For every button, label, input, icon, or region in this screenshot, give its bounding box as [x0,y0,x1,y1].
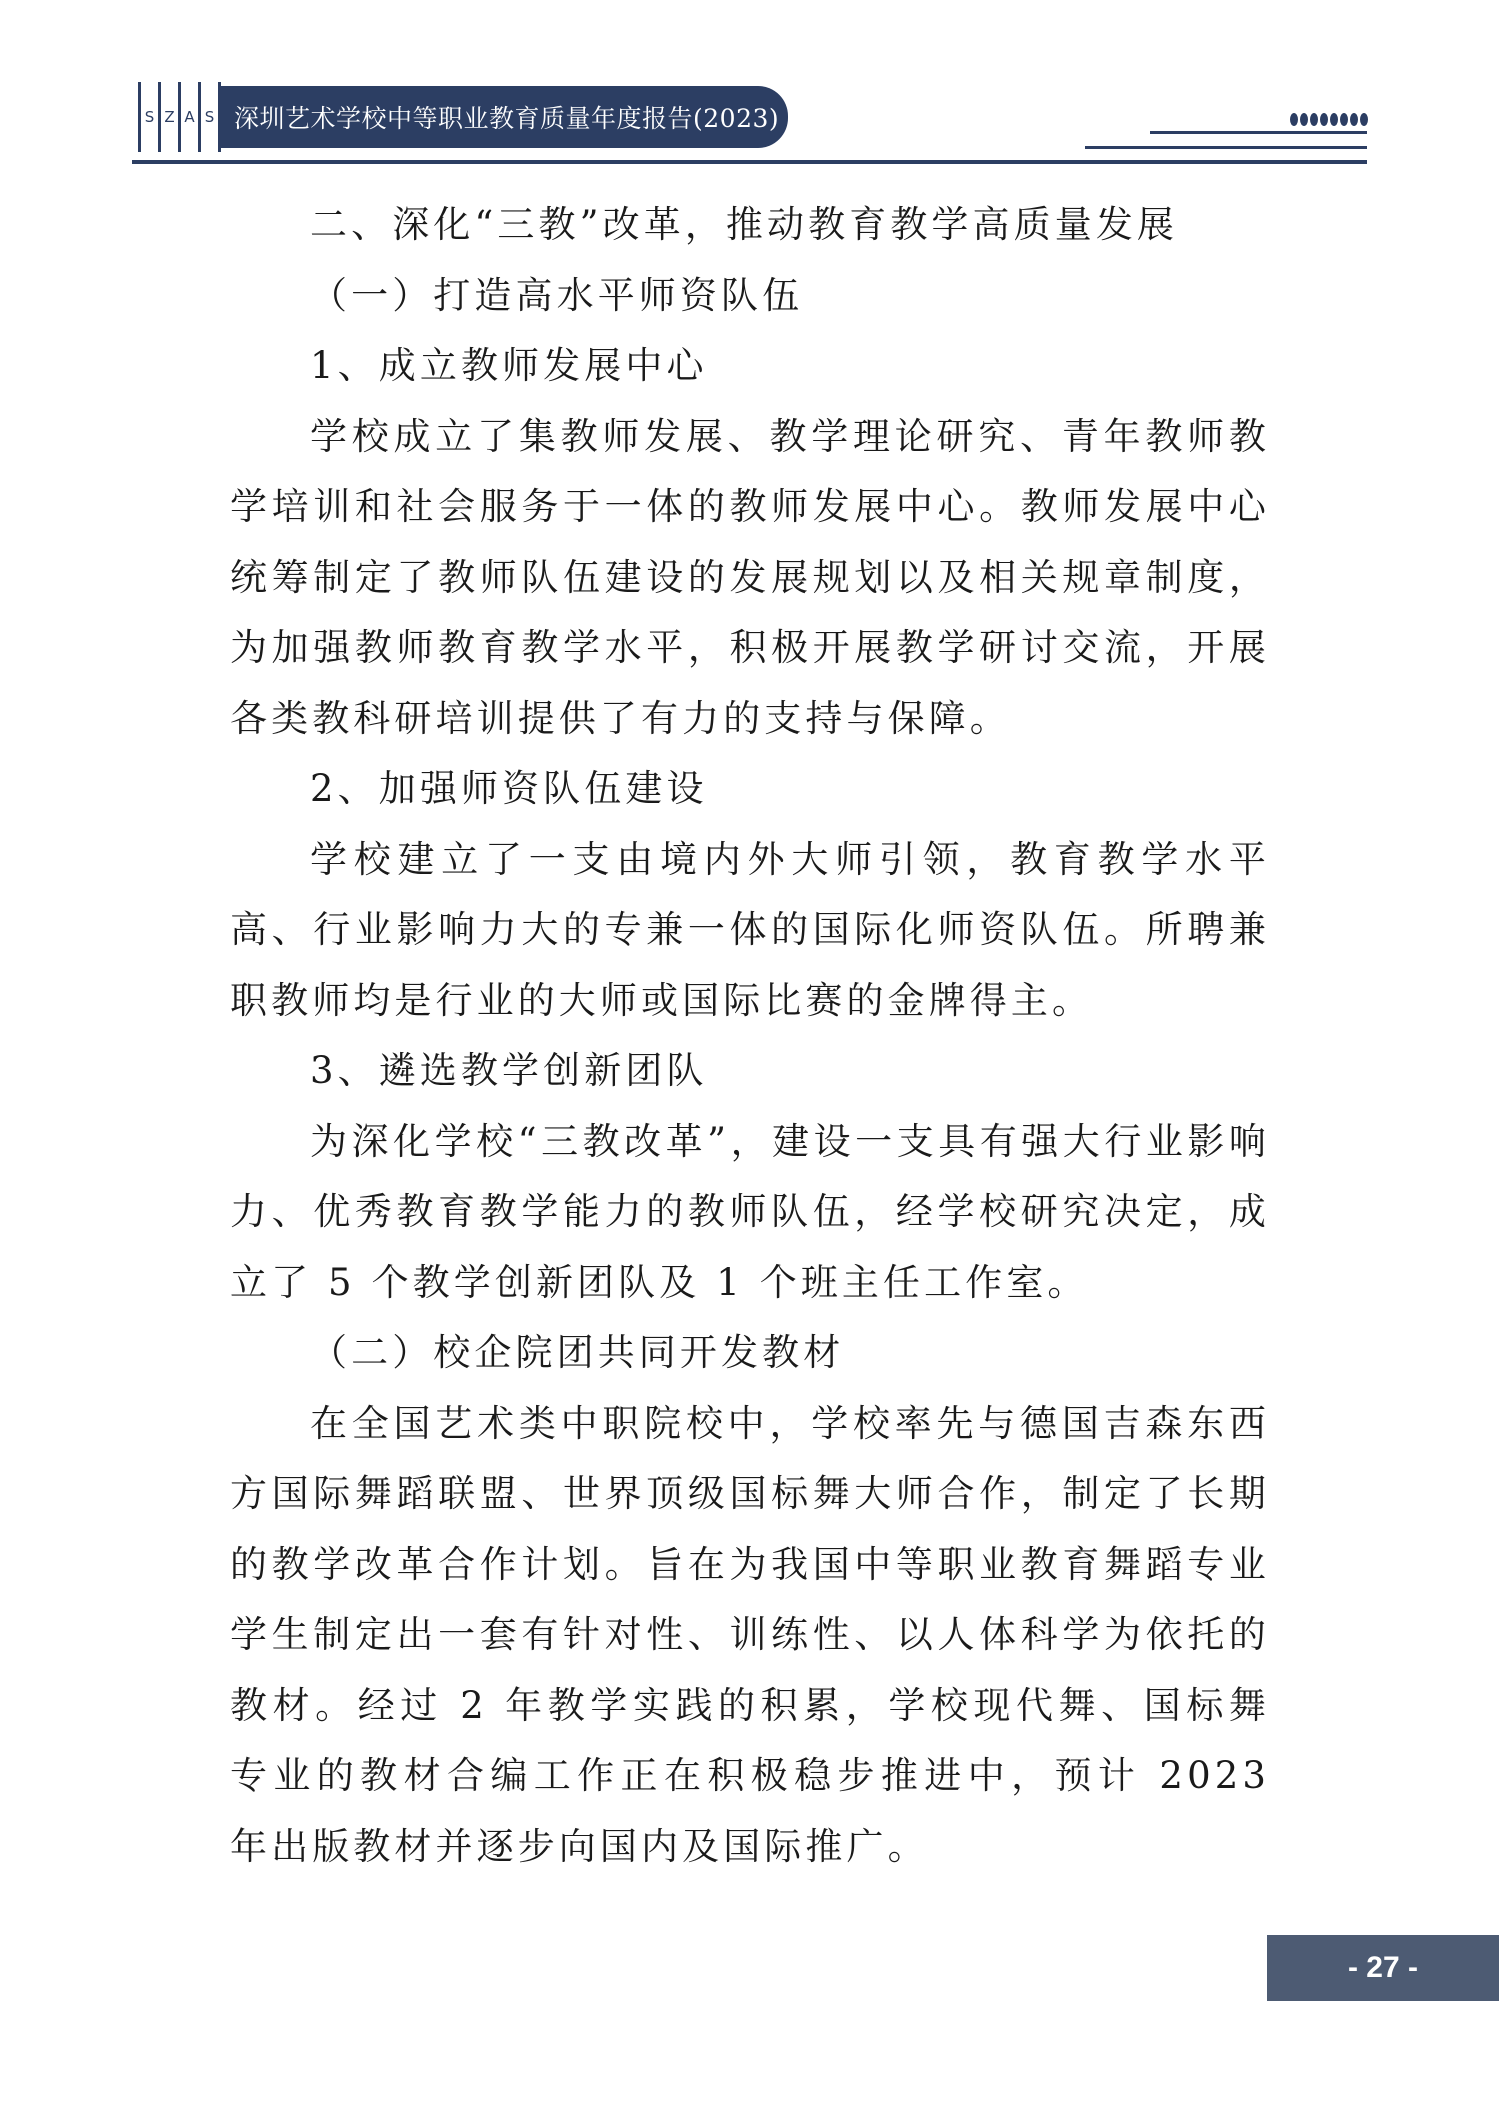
logo-letter: S [204,108,215,126]
school-logo [138,82,221,152]
header-rule-top [1150,131,1367,134]
section-heading: 二、深化“三教”改革，推动教育教学高质量发展 [310,203,1179,246]
logo-letter: S [144,108,155,126]
header-rule-main [132,160,1367,164]
body-paragraph: 学校成立了集教师发展、教学理论研究、青年教师教学培训和社会服务于一体的教师发展中心。教师发展中心统筹制定了教师队伍建设的发展规划以及相关规章制度，为加强教师教育教学水平，积极开展教学研讨交流，开展各类教科研培训提供了有力的支持与保障。 [230,414,1270,740]
header-dot-ornament [1290,113,1368,126]
subsection-heading: （一）打造高水平师资队伍 [310,273,804,317]
page-number: - 27 - [1267,1935,1499,2001]
page-body [230,190,1270,1882]
subsection-heading: （二）校企院团共同开发教材 [310,1331,845,1374]
body-paragraph: 为深化学校“三教改革”，建设一支具有强大行业影响力、优秀教育教学能力的教师队伍，经学校研究决定，成立了 5 个教学创新团队及 1 个班主任工作室。 [230,1119,1270,1304]
body-paragraph: 在全国艺术类中职院校中，学校率先与德国吉森东西方国际舞蹈联盟、世界顶级国标舞大师合作，制定了长期的教学改革合作计划。旨在为我国中等职业教育舞蹈专业学生制定出一套有针对性、训练性、以人体科学为依托的教材。经过 2 年教学实践的积累，学校现代舞、国标舞专业的教材合编工作正在积极稳步推进中，预计 2023 年出版教材并逐步向国内及国际推广。 [230,1401,1270,1868]
logo-letter: Z [164,108,175,126]
logo-letter: A [184,108,195,126]
item-heading: 2、加强师资队伍建设 [310,767,708,810]
item-heading: 1、成立教师发展中心 [310,344,708,387]
page-header [0,0,1499,170]
body-paragraph: 学校建立了一支由境内外大师引领，教育教学水平高、行业影响力大的专兼一体的国际化师资队伍。所聘兼职教师均是行业的大师或国际比赛的金牌得主。 [230,837,1270,1022]
item-heading: 3、遴选教学创新团队 [310,1049,708,1092]
report-title: 深圳艺术学校中等职业教育质量年度报告(2023) [218,86,788,148]
header-rule-middle [1085,146,1367,149]
